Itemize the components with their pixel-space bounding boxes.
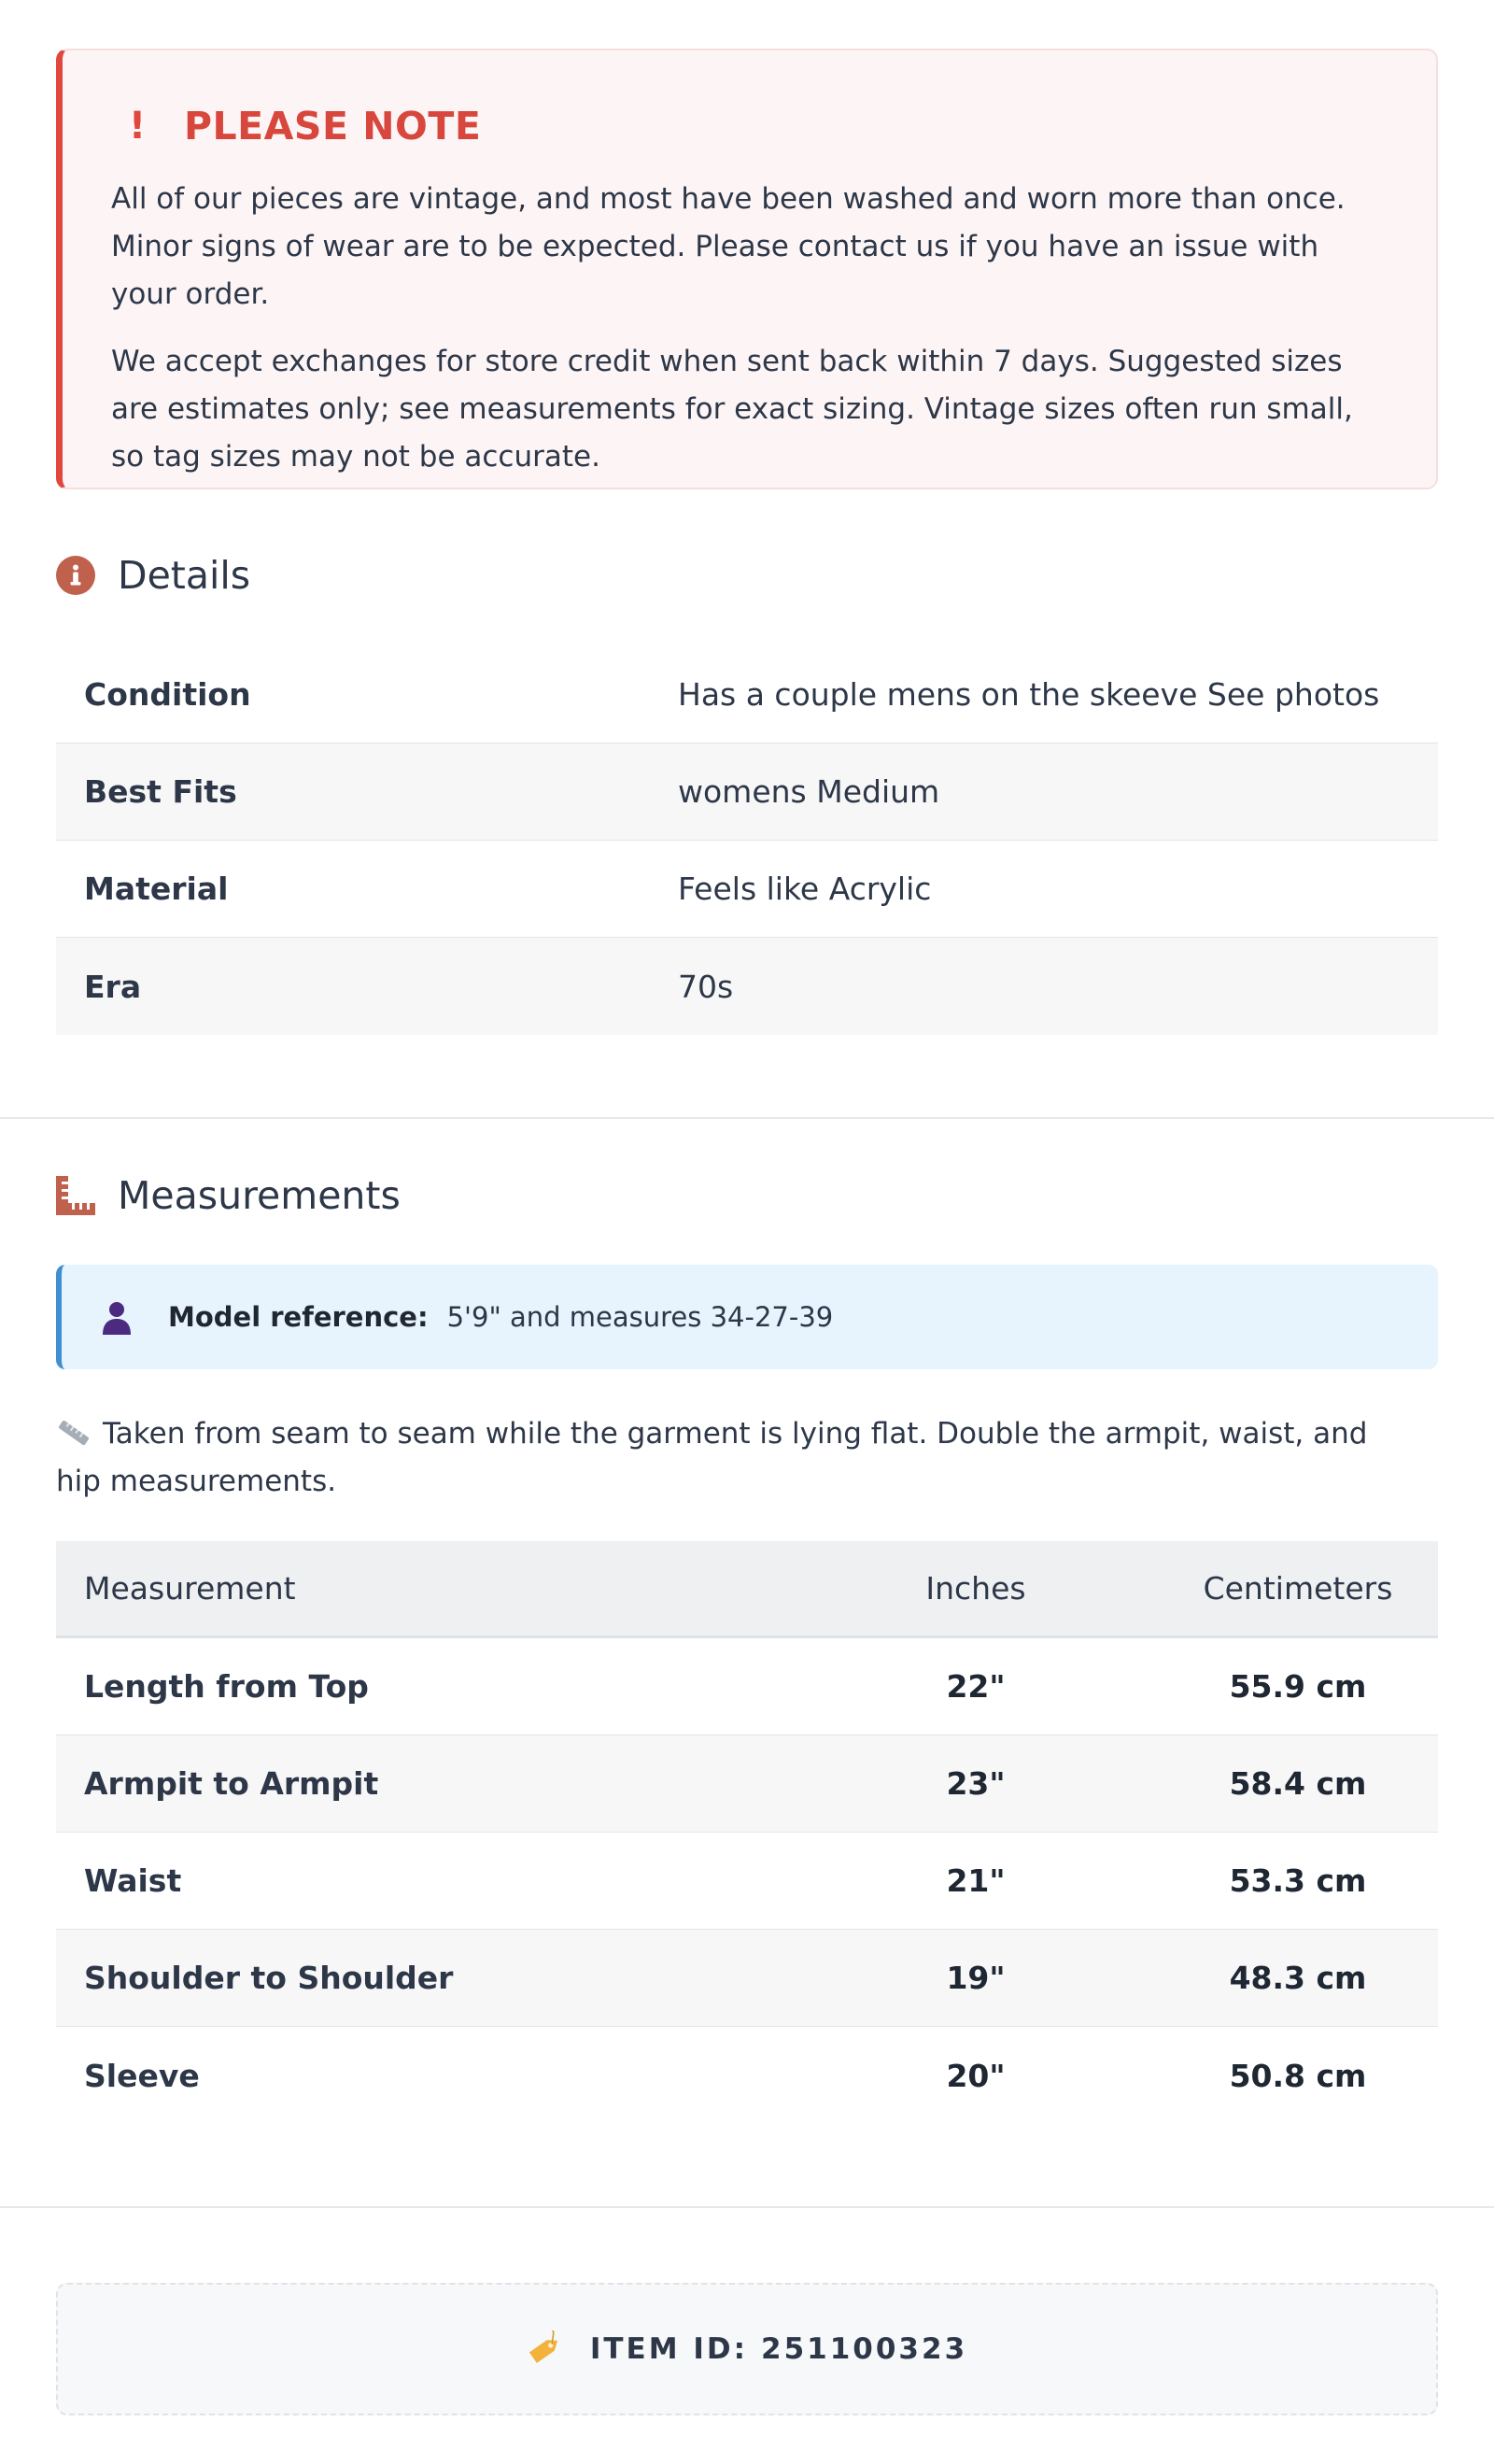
table-row: [56, 1735, 1438, 1833]
notice-title: PLEASE NOTE: [184, 104, 482, 149]
measurement-name: Sleeve: [84, 2057, 200, 2094]
column-header: Inches: [925, 1570, 1026, 1607]
measurement-cm: 48.3 cm: [1229, 1960, 1367, 1996]
measurement-inches: 21": [946, 1862, 1006, 1899]
notice-header: [111, 103, 1389, 149]
column-header: Centimeters: [1203, 1570, 1393, 1607]
info-icon: [56, 556, 95, 595]
table-row: [56, 1833, 1438, 1930]
measurement-cm: 50.8 cm: [1229, 2057, 1367, 2094]
model-reference-box: [56, 1265, 1438, 1369]
details-table: [56, 646, 1438, 1035]
column-header: Measurement: [84, 1570, 296, 1607]
notice-paragraph: All of our pieces are vintage, and most have been washed and worn more than once. Minor signs of wear are to be expected. Please contact us if you have an issue with your order.: [111, 182, 1346, 311]
table-row: [56, 1638, 1438, 1735]
measurement-inches: 20": [946, 2057, 1006, 2094]
details-value: 70s: [678, 968, 734, 1005]
details-value: womens Medium: [678, 773, 940, 810]
measurement-name: Length from Top: [84, 1668, 369, 1705]
details-header: [56, 553, 250, 598]
details-label: Best Fits: [84, 773, 237, 810]
measurement-cm: 58.4 cm: [1229, 1765, 1367, 1802]
details-row: [56, 841, 1438, 938]
measurement-inches: 23": [946, 1765, 1006, 1802]
table-row: [56, 1930, 1438, 2027]
tag-icon: [527, 2330, 564, 2368]
section-divider: [0, 2206, 1494, 2208]
details-title: Details: [118, 553, 251, 598]
measurements-table: [56, 1541, 1438, 2124]
details-label: Condition: [84, 676, 251, 713]
notice-box: [56, 49, 1438, 489]
details-label: Era: [84, 968, 142, 1005]
item-id-value: 251100323: [761, 2332, 968, 2366]
measurements-header: [56, 1173, 401, 1218]
measurements-table-header: [56, 1541, 1438, 1638]
measurement-name: Waist: [84, 1862, 182, 1899]
straight-ruler-icon: [56, 1413, 92, 1439]
measurement-name: Shoulder to Shoulder: [84, 1960, 454, 1996]
measurement-note-text: Taken from seam to seam while the garment is lying flat. Double the armpit, waist, and hip measurements.: [56, 1417, 1368, 1498]
section-divider: [0, 1117, 1494, 1119]
measurement-cm: 55.9 cm: [1229, 1668, 1367, 1705]
table-row: [56, 2027, 1438, 2124]
details-row: [56, 743, 1438, 841]
item-id-label: ITEM ID:: [589, 2332, 749, 2366]
notice-paragraph: We accept exchanges for store credit when sent back within 7 days. Suggested sizes are estimates only; see measurements for exact sizing. Vintage sizes often run small, so tag sizes may not be accurate.: [111, 345, 1353, 474]
exclamation-icon: !: [128, 105, 147, 148]
measurement-cm: 53.3 cm: [1229, 1862, 1367, 1899]
measurement-inches: 19": [946, 1960, 1006, 1996]
measurement-note: [56, 1410, 1382, 1506]
model-reference-label: Model reference:: [168, 1301, 429, 1333]
measurement-inches: 22": [946, 1668, 1006, 1705]
details-value: Has a couple mens on the skeeve See photos: [678, 676, 1380, 713]
ruler-icon: [56, 1176, 95, 1215]
model-reference-value: 5'9" and measures 34-27-39: [446, 1301, 834, 1333]
measurements-table-body: [56, 1638, 1438, 2124]
measurement-name: Armpit to Armpit: [84, 1765, 379, 1802]
item-id-box: [56, 2283, 1438, 2415]
details-value: Feels like Acrylic: [678, 871, 932, 907]
measurements-title: Measurements: [118, 1173, 401, 1218]
details-row: [56, 938, 1438, 1035]
details-label: Material: [84, 871, 229, 907]
person-icon: [99, 1299, 134, 1335]
details-row: [56, 646, 1438, 743]
